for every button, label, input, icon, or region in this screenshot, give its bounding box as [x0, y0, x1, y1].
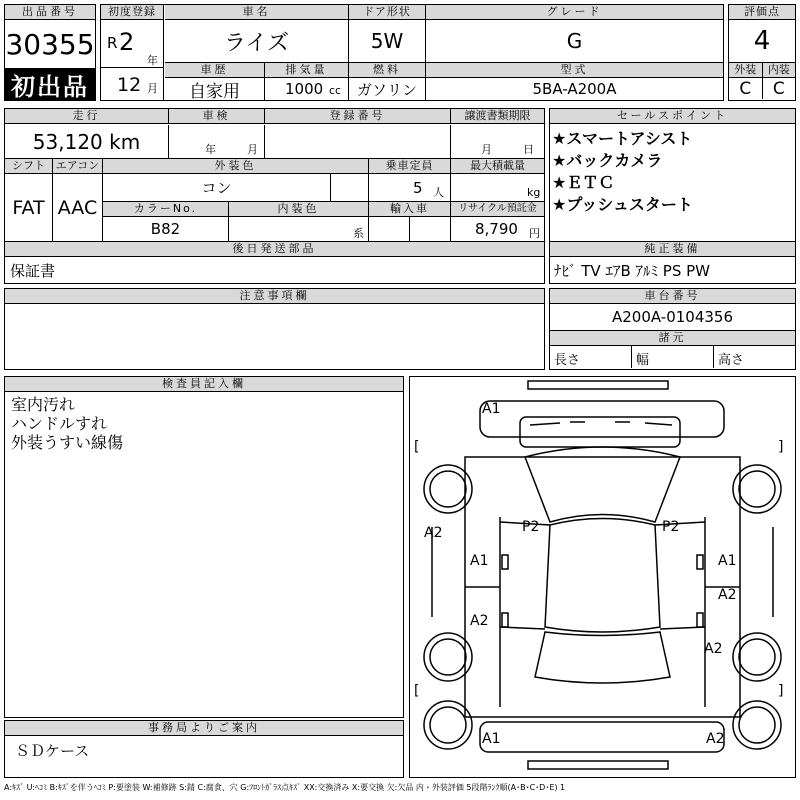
transfer-doc-cell — [451, 125, 544, 158]
score-label: 評価点 — [729, 5, 795, 20]
grade-label: グレード — [426, 5, 723, 20]
displacement-cell — [265, 78, 349, 100]
inspector-label: 検査員記入欄 — [5, 377, 403, 392]
first-listing-badge: 初出品 — [5, 68, 95, 101]
sales-points-list — [552, 128, 693, 216]
shift-label: シフト — [5, 158, 53, 174]
mileage-label: 走行 — [5, 109, 169, 124]
damage-mark: A2 — [706, 731, 725, 747]
inspector-line: 外装うすい線傷 — [11, 433, 124, 452]
score: 4 — [729, 20, 795, 63]
car-diagram — [409, 376, 796, 778]
capacity: 5 — [413, 179, 423, 197]
inspector-line: ハンドルすれ — [11, 414, 108, 433]
inspection-cell — [169, 125, 265, 158]
reg-no-cell — [265, 125, 451, 158]
lot-number: 30355 — [5, 27, 95, 61]
month-unit: 月 — [147, 82, 158, 95]
capacity-label: 乗車定員 — [369, 158, 451, 174]
chassis-box — [549, 288, 796, 370]
office-box — [4, 720, 404, 778]
sales-point-item: ★プッシュスタート — [552, 195, 693, 214]
inspector-box — [4, 376, 404, 718]
damage-mark: P2 — [522, 519, 540, 535]
damage-mark: A2 — [470, 613, 489, 629]
damage-mark: A1 — [470, 553, 489, 569]
transfer-doc-label: 譲渡書類期限 — [451, 109, 544, 124]
chassis-number: A200A-0104356 — [550, 304, 795, 331]
era: R — [107, 34, 118, 52]
import-label: 輸入車 — [369, 201, 451, 217]
damage-mark: A2 — [704, 641, 723, 657]
int-color-cell — [229, 217, 369, 241]
ext-color-extra — [331, 174, 369, 201]
damage-mark: P2 — [662, 519, 680, 535]
damage-mark: A1 — [718, 553, 737, 569]
ext-label: 外装 — [729, 63, 763, 77]
displacement-unit: cc — [329, 84, 342, 97]
inspection-month-unit: 月 — [247, 143, 258, 156]
recycle-label: リサイクル預託金 — [451, 201, 544, 217]
sales-point-item: ★バックカメラ — [552, 151, 663, 170]
car-name-label: 車名 — [165, 5, 349, 20]
bracket-right-top: ] — [778, 439, 784, 455]
ext-color-label: 外装色 — [103, 158, 369, 174]
spec-width: 幅 — [632, 346, 714, 368]
damage-mark: A1 — [482, 731, 501, 747]
later-parts-label: 後日発送部品 — [5, 241, 544, 257]
bracket-right-bottom: ] — [778, 683, 784, 699]
int-grade: C — [772, 78, 785, 99]
shift: FAT — [5, 174, 53, 241]
color-no-label: カラーNo. — [103, 201, 229, 217]
first-reg-year: 2 — [119, 28, 135, 56]
first-registration-label: 初度登録 — [101, 5, 163, 20]
recycle-unit: 円 — [529, 227, 540, 240]
capacity-unit: 人 — [433, 186, 444, 199]
transfer-day-unit: 日 — [523, 143, 534, 156]
first-registration-box — [100, 4, 164, 101]
max-load-label: 最大積載量 — [451, 158, 544, 174]
ext-color: コン — [103, 174, 331, 201]
bracket-left-bottom: [ — [414, 683, 420, 699]
sales-point-item: ★スマートアシスト — [552, 129, 693, 148]
door-type: 5W — [349, 20, 426, 62]
bracket-left-top: [ — [414, 439, 420, 455]
grade: G — [566, 29, 583, 53]
inspection-year-unit: 年 — [205, 143, 216, 156]
sales-point-item: ★ＥＴＣ — [552, 173, 615, 192]
ext-grade: C — [729, 78, 763, 99]
mileage: 53,120 km — [5, 125, 169, 158]
year-unit: 年 — [147, 54, 158, 67]
recycle-cell — [451, 217, 544, 241]
damage-mark: A2 — [718, 587, 737, 603]
chassis-label: 車台番号 — [550, 289, 795, 304]
int-color-unit: 系 — [353, 227, 364, 240]
spec-length: 長さ — [550, 346, 632, 368]
fuel: ガソリン — [349, 78, 426, 100]
car-outline — [410, 377, 795, 777]
first-reg-month: 12 — [117, 74, 142, 96]
score-box — [728, 4, 796, 101]
later-parts: 保証書 — [10, 262, 56, 280]
reg-no-label: 登録番号 — [265, 109, 451, 124]
lot-number-label: 出品番号 — [5, 5, 95, 20]
damage-mark: A2 — [424, 525, 443, 541]
ac: AAC — [53, 174, 103, 241]
max-load-cell — [451, 174, 544, 201]
displacement-label: 排気量 — [265, 62, 349, 78]
recycle-amount: 8,790 — [475, 220, 518, 238]
lot-number-box — [4, 4, 96, 101]
import-cell-b — [410, 217, 451, 241]
max-load-unit: kg — [527, 186, 541, 199]
inspector-line: 室内汚れ — [11, 395, 76, 414]
model: 5BA-A200A — [532, 80, 617, 98]
history: 自家用 — [165, 78, 265, 100]
capacity-cell — [369, 174, 451, 201]
car-name: ライズ — [165, 20, 349, 62]
door-label: ドア形状 — [349, 5, 426, 20]
genuine-equipment-label: 純正装備 — [550, 241, 795, 257]
office-note: ＳＤケース — [15, 742, 90, 760]
notes-label: 注意事項欄 — [5, 289, 544, 304]
fuel-label: 燃料 — [349, 62, 426, 78]
legend: A:ｷｽﾞ U:ﾍｺﾐ B:ｷｽﾞを伴うﾍｺﾐ P:要塗装 W:補修跡 S:錆 C:腐食、穴 G:ﾌﾛﾝﾄｶﾞﾗｽ点ｷｽﾞ XX:交換済み X:要交換 欠:欠品 内・外装評価 5段階ﾗﾝｸ順(A･B･C･D･E) 1 — [4, 783, 566, 792]
sales-points-label: セールスポイント — [550, 109, 795, 124]
inspection-label: 車検 — [169, 109, 265, 124]
history-label: 車歴 — [165, 62, 265, 78]
notes-box — [4, 288, 545, 370]
damage-mark: A1 — [482, 401, 501, 417]
transfer-month-unit: 月 — [481, 143, 492, 156]
int-label: 内装 — [763, 63, 796, 77]
displacement: 1000 — [285, 80, 324, 98]
int-color-label: 内装色 — [229, 201, 369, 217]
model-label: 型式 — [426, 62, 723, 78]
import-cell-a — [369, 217, 410, 241]
genuine-equipment: ﾅﾋﾞ TV ｴｱB ｱﾙﾐ PS PW — [554, 262, 710, 280]
color-no: B82 — [103, 217, 229, 241]
spec-height: 高さ — [718, 353, 745, 368]
office-label: 事務局よりご案内 — [5, 721, 403, 736]
spec-label: 諸元 — [550, 331, 795, 346]
ac-label: エアコン — [53, 158, 103, 174]
